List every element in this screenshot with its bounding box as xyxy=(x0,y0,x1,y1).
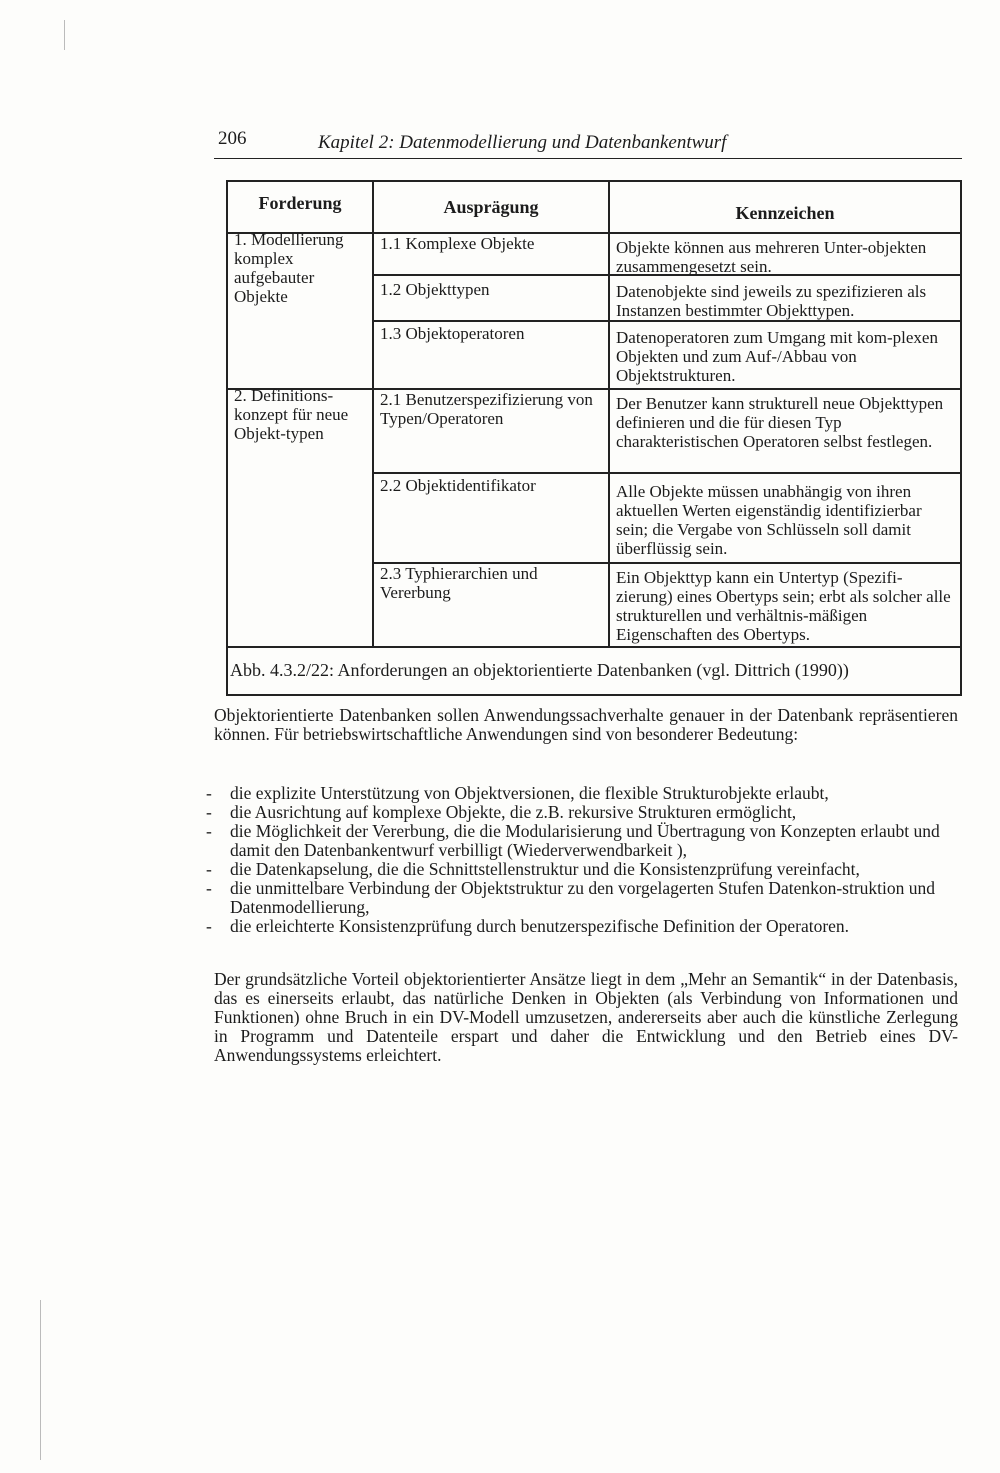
kennzeichen-2-1: Der Benutzer kann strukturell neue Objekttypen definieren und die für diesen Typ charakteristischen Operatoren selbst festlegen. xyxy=(616,394,944,451)
auspraegung-1-2: 1.2 Objekttypen xyxy=(380,280,490,299)
auspraegung-2-3: 2.3 Typhierarchien und Vererbung xyxy=(380,564,538,602)
auspraegung-2-1: 2.1 Benutzerspezifizierung von Typen/Operatoren xyxy=(380,390,593,428)
list-item: - die erleichterte Konsistenzprüfung durch benutzerspezifische Definition der Operatoren. xyxy=(206,916,850,936)
forderung-1: 1. Modellierung komplex aufgebauter Objekte xyxy=(234,230,344,306)
intro-paragraph: Objektorientierte Datenbanken sollen Anwendungssachverhalte genauer in der Datenbank repräsentieren können. Für betriebswirtschaftliche Anwendungen sind von besonderer Bedeutung: xyxy=(214,705,958,744)
kennzeichen-1-1: Objekte können aus mehreren Unter-objekten zusammengesetzt sein. xyxy=(616,238,927,276)
list-item: - die Ausrichtung auf komplexe Objekte, die z.B. rekursive Strukturen ermöglicht, xyxy=(206,802,797,822)
header-auspraegung: Ausprägung xyxy=(443,197,539,217)
header-forderung: Forderung xyxy=(258,193,342,213)
scan-artifact xyxy=(64,20,65,50)
row-divider xyxy=(372,472,960,474)
col-divider xyxy=(372,182,374,646)
list-item: - die unmittelbare Verbindung der Objektstruktur zu den vorgelagerten Stufen Datenkon-struktion und Datenmodellierung, xyxy=(206,878,936,917)
figure-caption: Abb. 4.3.2/22: Anforderungen an objektorientierte Datenbanken (vgl. Dittrich (1990)) xyxy=(230,660,849,680)
requirements-table xyxy=(226,180,962,696)
page-number: 206 xyxy=(218,128,247,149)
list-item: - die explizite Unterstützung von Objektversionen, die flexible Strukturobjekte erlaubt, xyxy=(206,783,829,803)
list-item: - die Möglichkeit der Vererbung, die die Modularisierung und Übertragung von Konzepten erlaubt und damit den Datenbankentwurf verbilligt (Wiederverwendbarkeit ), xyxy=(206,821,940,860)
auspraegung-2-2: 2.2 Objektidentifikator xyxy=(380,476,536,495)
forderung-2: 2. Definitions-konzept für neue Objekt-typen xyxy=(234,386,349,443)
scan-artifact xyxy=(40,1300,41,1460)
header-kennzeichen: Kennzeichen xyxy=(735,203,835,223)
auspraegung-1-1: 1.1 Komplexe Objekte xyxy=(380,234,535,253)
kennzeichen-2-2: Alle Objekte müssen unabhängig von ihren aktuellen Werten eigenständig identifizierbar sein; die Vergabe von Schlüsseln soll damit überflüssig sein. xyxy=(616,482,922,558)
page-header xyxy=(214,128,962,159)
row-divider xyxy=(372,320,960,322)
list-item: - die Datenkapselung, die die Schnittstellenstruktur und die Konsistenzprüfung vereinfacht, xyxy=(206,859,860,879)
caption-divider xyxy=(228,646,960,648)
kennzeichen-2-3: Ein Objekttyp kann ein Untertyp (Spezifi-zierung) eines Obertyps sein; erbt als solcher alle strukturellen und verhältnis-mäßigen Eigenschaften des Obertyps. xyxy=(616,568,951,644)
kennzeichen-1-3: Datenoperatoren zum Umgang mit kom-plexen Objekten und zum Auf-/Abbau von Objektstrukturen. xyxy=(616,328,938,385)
conclusion-paragraph: Der grundsätzliche Vorteil objektorientierter Ansätze liegt in dem „Mehr an Semantik“ in der Datenbasis, das es einerseits erlaubt, das natürliche Denken in Objekten (als Verbindung von Informationen und Funktionen) ohne Bruch in ein DV-Modell umzusetzen, andererseits aber auch die künstliche Zerlegung in Programm und Datenteile erspart und daher die Entwicklung und den Betrieb eines DV-Anwendungssystems erleichtert. xyxy=(214,969,958,1065)
benefit-list xyxy=(206,784,958,936)
auspraegung-1-3: 1.3 Objektoperatoren xyxy=(380,324,525,343)
running-title: Kapitel 2: Datenmodellierung und Datenbankentwurf xyxy=(318,132,727,153)
kennzeichen-1-2: Datenobjekte sind jeweils zu spezifizieren als Instanzen bestimmter Objekttypen. xyxy=(616,282,927,320)
col-divider xyxy=(608,182,610,646)
